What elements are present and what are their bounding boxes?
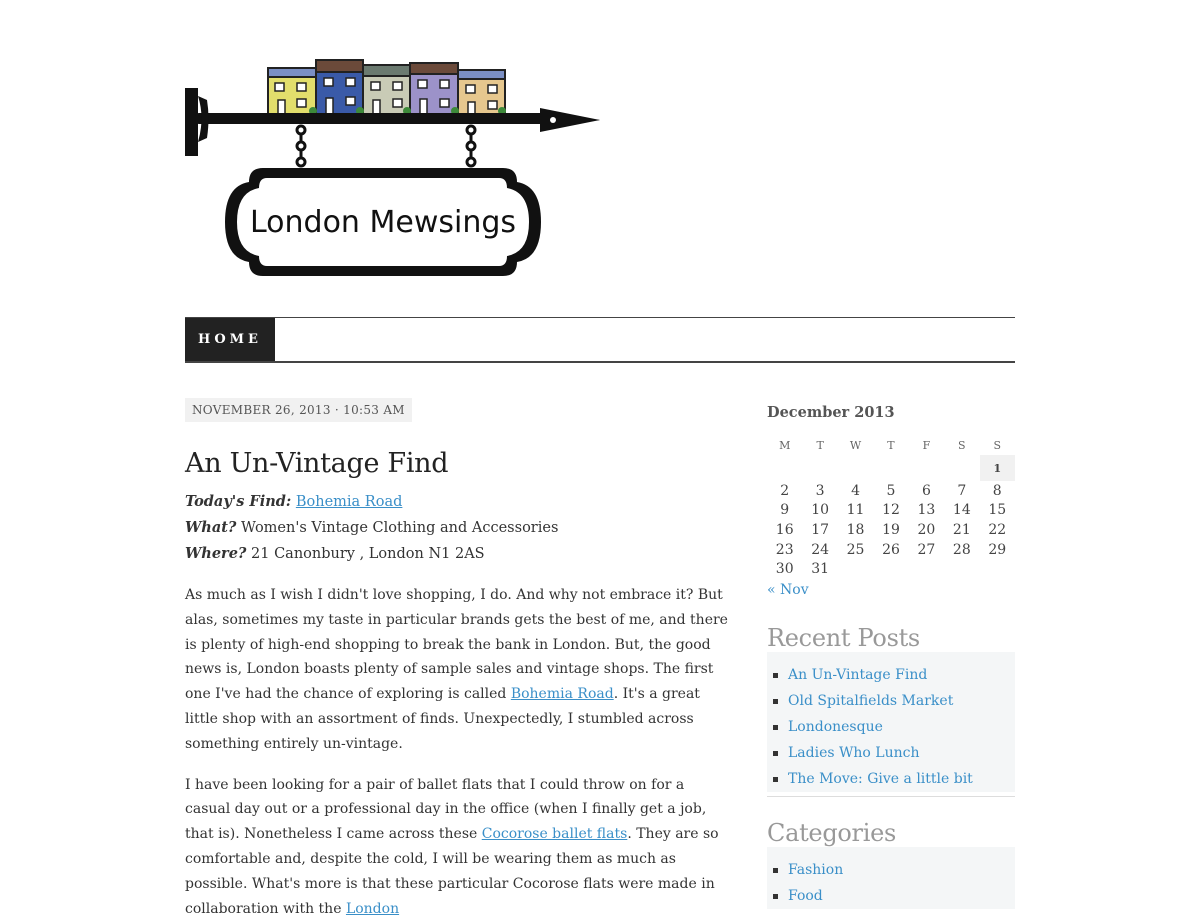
paragraph-text: I have been looking for a pair of ballet flats that I could throw on for a casual day out or a professional day in the office (when I finally get a job, that is). Nonetheless I came across these	[185, 776, 707, 843]
calendar-day: 8	[992, 482, 1002, 499]
calendar-day	[909, 559, 944, 579]
calendar-day	[838, 455, 873, 481]
meta-what	[185, 515, 730, 541]
calendar-weekday: F	[922, 438, 931, 452]
meta-todays-find	[185, 489, 730, 515]
meta-label: What?	[185, 519, 237, 536]
recent-posts-list	[767, 652, 1015, 792]
calendar-day: 25	[846, 541, 865, 558]
calendar-day: 5	[886, 482, 896, 499]
post-paragraph	[185, 773, 730, 921]
calendar-weekday: T	[887, 438, 895, 452]
calendar-day: 30	[775, 561, 794, 578]
calendar-weekday: M	[779, 438, 791, 452]
calendar-day: 26	[882, 541, 900, 558]
calendar-weekday: T	[816, 438, 824, 452]
recent-posts-widget	[767, 624, 1015, 797]
calendar-day	[767, 455, 802, 481]
recent-post-link[interactable]: The Move: Give a little bit	[773, 766, 1015, 792]
meta-value: 21 Canonbury , London N1 2AS	[251, 546, 485, 562]
calendar-day: 22	[988, 521, 1007, 538]
calendar-day: 19	[882, 521, 900, 538]
meta-where	[185, 541, 730, 567]
post-article	[185, 398, 730, 921]
calendar-day: 27	[917, 541, 936, 558]
calendar-day	[802, 455, 837, 481]
calendar-day: 10	[811, 502, 830, 519]
calendar-day: 11	[846, 502, 865, 519]
houses-illustration	[268, 60, 506, 118]
bohemia-road-inline-link[interactable]: Bohemia Road	[510, 686, 614, 703]
calendar-day: 23	[775, 541, 794, 558]
calendar-day: 24	[811, 541, 830, 558]
calendar-day: 2	[780, 482, 790, 499]
calendar-weekday: S	[958, 438, 966, 452]
meta-value: Women's Vintage Clothing and Accessories	[241, 520, 559, 536]
nav-home-link[interactable]: HOME	[185, 318, 275, 361]
post-title[interactable]: An Un-Vintage Find	[185, 448, 449, 479]
recent-post-link[interactable]: An Un-Vintage Find	[773, 662, 1015, 688]
calendar-day: 31	[811, 561, 830, 578]
london-link[interactable]: London	[345, 900, 400, 917]
calendar-table	[767, 435, 1015, 579]
category-link[interactable]: Fashion	[773, 857, 1015, 883]
calendar-day: 29	[988, 541, 1007, 558]
categories-widget	[767, 819, 1015, 909]
main-navigation	[185, 317, 1015, 363]
paragraph-text: . It's a great little shop with an assortment of finds. Unexpectedly, I stumbled across something entirely un-vintage.	[185, 686, 700, 752]
calendar-day: 21	[952, 521, 971, 538]
calendar-day: 12	[882, 502, 900, 519]
cocorose-link[interactable]: Cocorose ballet flats	[481, 826, 628, 843]
calendar-day	[944, 559, 979, 579]
calendar-day	[944, 455, 979, 481]
recent-post-link[interactable]: Old Spitalfields Market	[773, 688, 1015, 714]
calendar-day: 16	[775, 521, 794, 538]
calendar-day: 14	[952, 502, 971, 519]
meta-label: Today's Find:	[185, 493, 292, 510]
calendar-day	[873, 455, 908, 481]
bohemia-road-link[interactable]: Bohemia Road	[295, 494, 403, 510]
calendar-day	[980, 559, 1015, 579]
recent-post-link[interactable]: Ladies Who Lunch	[773, 740, 1015, 766]
calendar-day: 9	[780, 502, 790, 519]
calendar-day: 18	[846, 521, 865, 538]
calendar-day: 13	[917, 502, 936, 519]
calendar-day	[838, 559, 873, 579]
calendar-day: 6	[921, 482, 931, 499]
calendar-day[interactable]: 1	[980, 455, 1015, 481]
calendar-day	[909, 455, 944, 481]
calendar-weekday: S	[993, 438, 1002, 452]
calendar-caption: December 2013	[767, 404, 895, 421]
calendar-day	[873, 559, 908, 579]
recent-post-link[interactable]: Londonesque	[773, 714, 1015, 740]
calendar-day: 3	[815, 482, 825, 499]
calendar-day: 7	[957, 482, 967, 499]
calendar-day: 20	[917, 521, 936, 538]
post-date[interactable]: NOVEMBER 26, 2013 · 10:53 AM	[185, 398, 412, 422]
paragraph-text: . They are so comfortable and, despite the cold, I will be wearing them as much as possible. What's more is that these particular Cocorose flats were made in collaboration with the	[185, 826, 719, 917]
paragraph-text: As much as I wish I didn't love shopping, I do. And why not embrace it? But alas, sometimes my taste in particular brands gets the best of me, and there is plenty of high-end shopping to break the bank in London. But, the good news is, London boasts plenty of sample sales and vintage shops. The first one I've had the chance of exploring is called	[185, 587, 728, 703]
calendar-weekday: W	[849, 438, 862, 452]
recent-posts-title: Recent Posts	[767, 623, 920, 652]
category-link[interactable]: Food	[773, 883, 1015, 909]
post-paragraph	[185, 583, 730, 757]
calendar-day: 28	[952, 541, 971, 558]
calendar-day: 17	[811, 521, 830, 538]
categories-title: Categories	[767, 818, 897, 847]
site-title: London Mewsings	[249, 205, 517, 240]
sidebar	[767, 404, 1015, 909]
site-logo[interactable]	[185, 56, 605, 280]
calendar-day: 15	[988, 502, 1007, 519]
meta-label: Where?	[185, 545, 247, 562]
calendar-day: 4	[851, 482, 861, 499]
calendar-prev-link[interactable]: « Nov	[767, 581, 809, 598]
